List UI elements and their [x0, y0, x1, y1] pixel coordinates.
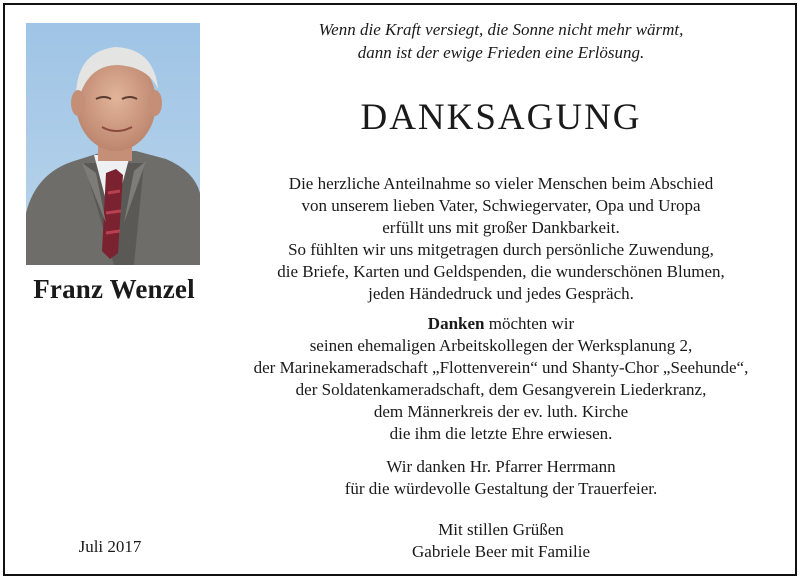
- motto-line: Wenn die Kraft versiegt, die Sonne nicht mehr wärmt,: [318, 20, 684, 39]
- text-line: seinen ehemaligen Arbeitskollegen der Werksplanung 2,: [309, 336, 693, 355]
- signature-line: Gabriele Beer mit Familie: [412, 542, 590, 561]
- text-line: So fühlten wir uns mitgetragen durch persönliche Zuwendung,: [288, 240, 714, 259]
- text-line: dem Männerkreis der ev. luth. Kirche: [373, 402, 629, 421]
- text-line: Wir danken Hr. Pfarrer Herrmann: [386, 457, 616, 476]
- notice-date: Juli 2017: [78, 537, 142, 556]
- thanks-paragraph: [220, 173, 782, 305]
- text-line: der Marinekameradschaft „Flottenverein“ und Shanty-Chor „Seehunde“,: [253, 358, 749, 377]
- acknowledgements-paragraph: [220, 313, 782, 445]
- lead-bold: Danken: [427, 314, 485, 333]
- motto-line: dann ist der ewige Frieden eine Erlösung.: [357, 43, 645, 62]
- page-title: DANKSAGUNG: [360, 97, 642, 138]
- text-line: von unserem lieben Vater, Schwiegervater, Opa und Uropa: [301, 196, 701, 215]
- text-line: der Soldatenkameradschaft, dem Gesangverein Liederkranz,: [295, 380, 707, 399]
- text-line: Die herzliche Anteilnahme so vieler Menschen beim Abschied: [288, 174, 714, 193]
- lead-line: [220, 313, 782, 335]
- text-line: für die würdevolle Gestaltung der Trauerfeier.: [344, 479, 658, 498]
- closing-line: Mit stillen Grüßen: [438, 520, 564, 539]
- text-line: die Briefe, Karten und Geldspenden, die wunderschönen Blumen,: [277, 262, 725, 281]
- portrait-illustration: [26, 23, 200, 265]
- text-line: die ihm die letzte Ehre erwiesen.: [389, 424, 613, 443]
- deceased-name: Franz Wenzel: [33, 274, 195, 304]
- text-line: erfüllt uns mit großer Dankbarkeit.: [382, 218, 620, 237]
- text-line: jeden Händedruck und jedes Gespräch.: [368, 284, 634, 303]
- motto-quote: [220, 18, 782, 64]
- pastor-thanks-paragraph: [220, 456, 782, 500]
- closing-signature: [220, 519, 782, 563]
- lead-rest: möchten wir: [484, 314, 575, 333]
- portrait-photo: [26, 23, 200, 265]
